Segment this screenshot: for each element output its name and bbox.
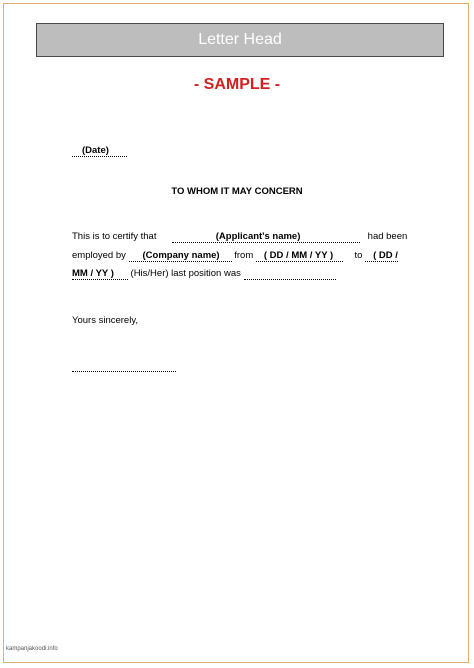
signature-line bbox=[72, 363, 176, 372]
closing-text: Yours sincerely, bbox=[72, 315, 139, 326]
body-line-2 bbox=[72, 250, 402, 262]
from-label: from bbox=[234, 250, 254, 261]
document-page bbox=[3, 3, 469, 663]
to-date-field-part2: MM / YY ) bbox=[72, 268, 128, 280]
to-date-field-part1: ( DD / bbox=[365, 250, 398, 262]
body-line1-suffix: had been bbox=[367, 231, 408, 242]
body-line1-prefix: This is to certify that bbox=[72, 231, 157, 242]
body-line3-suffix: (His/Her) last position was bbox=[130, 268, 241, 279]
date-field bbox=[72, 145, 127, 157]
watermark-text: kampanjakoodi.info bbox=[6, 646, 58, 652]
from-date-field: ( DD / MM / YY ) bbox=[256, 250, 343, 262]
body-line-3 bbox=[72, 268, 402, 280]
last-position-field bbox=[244, 269, 336, 280]
subject-title: TO WHOM IT MAY CONCERN bbox=[171, 186, 303, 197]
letterhead-title: Letter Head bbox=[198, 31, 282, 48]
applicant-name-field: (Applicant's name) bbox=[172, 231, 361, 243]
to-label: to bbox=[354, 250, 363, 261]
company-name-field: (Company name) bbox=[129, 250, 232, 262]
body-line2-prefix: employed by bbox=[72, 250, 126, 261]
letterhead-bar bbox=[36, 23, 444, 57]
body-line-1 bbox=[72, 231, 408, 243]
sample-label: - SAMPLE - bbox=[193, 76, 281, 93]
date-label: (Date) bbox=[72, 145, 127, 157]
